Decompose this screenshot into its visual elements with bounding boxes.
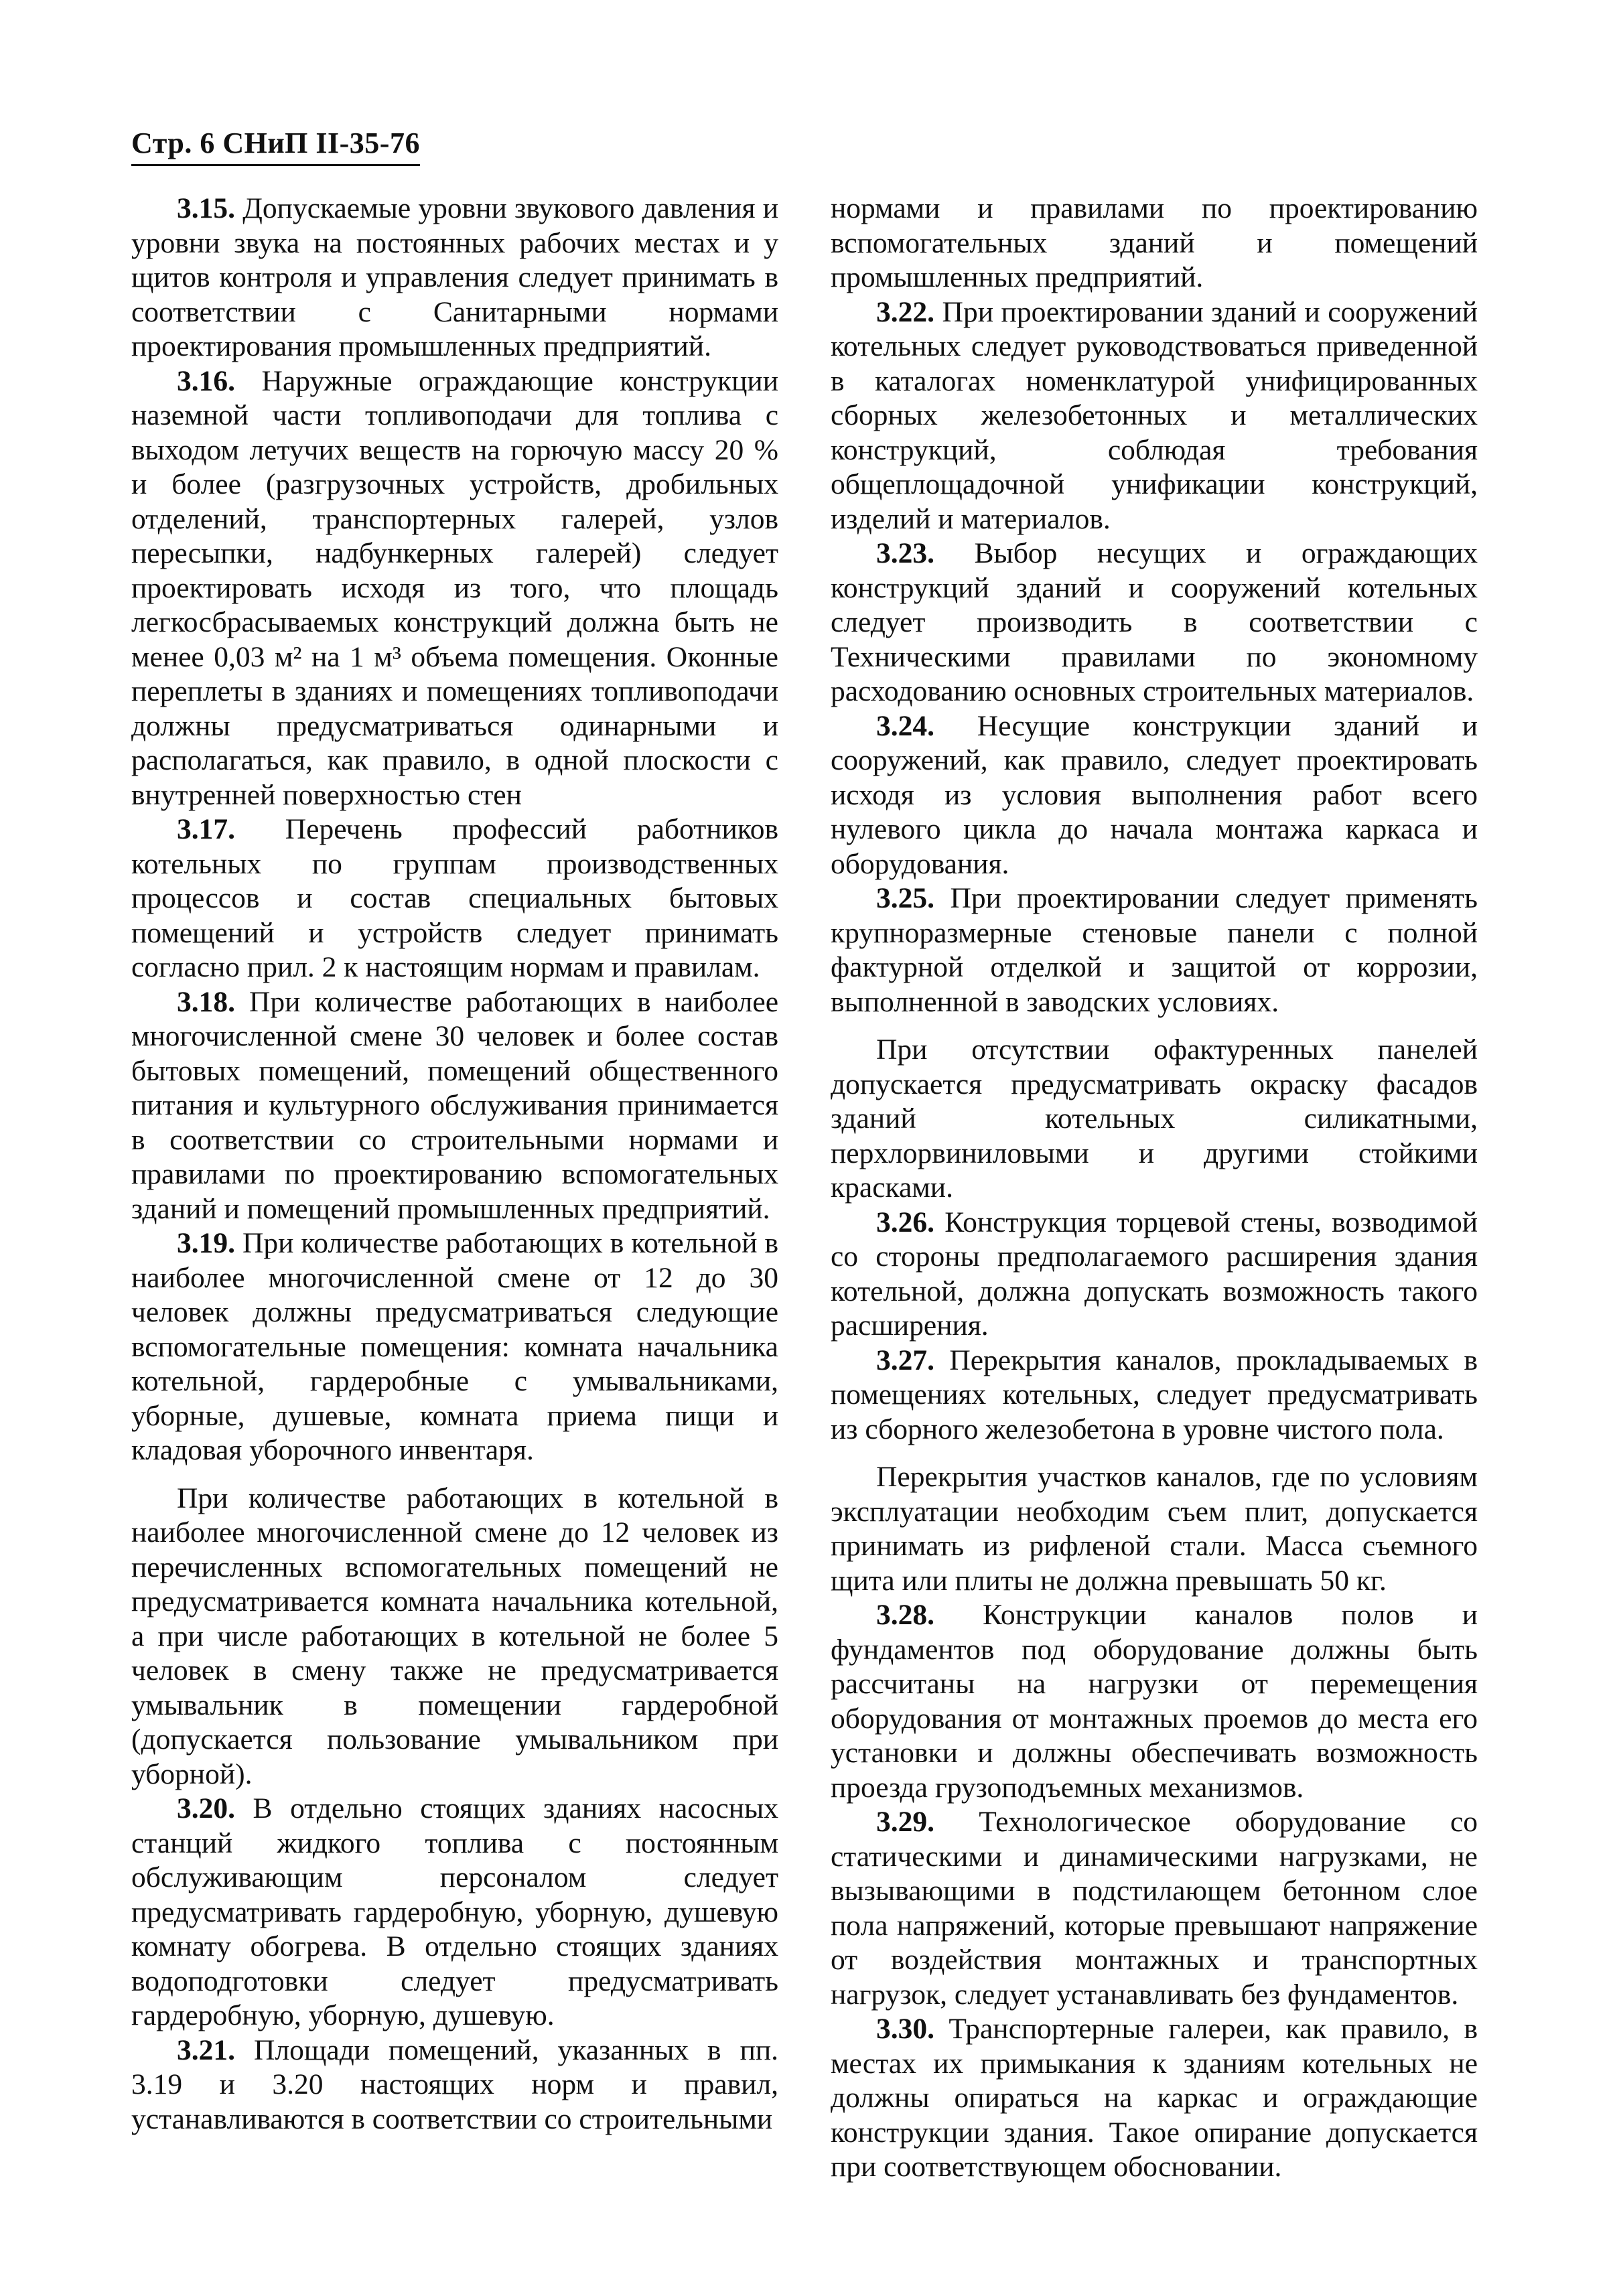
clause-text: Площади помещений, указанных в пп. 3.19 и 3.20 настоящих норм и правил, устанавливаются в соответствии со строительными (131, 2033, 778, 2135)
clause-text: Перекрытия участков каналов, где по условиям эксплуатации необходим съем плит, допускается принимать из рифленой стали. Масса съемного щита или плиты не должна превышать 50 кг. (831, 1461, 1478, 1597)
clause-number: 3.27. (876, 1344, 934, 1376)
clause-number: 3.28. (876, 1599, 934, 1631)
paragraph-3-26 (831, 1206, 1478, 1344)
clause-text: Перечень профессий работников котельных по группам производственных процессов и состав специальных бытовых помещений и устройств следует принимать согласно прил. 2 к настоящим нормам и правилам. (131, 813, 778, 983)
clause-number: 3.26. (876, 1206, 934, 1238)
clause-text: Конструкция торцевой стены, возводимой со стороны предполагаемого расширения здания котельной, должна допускать возможность такого расширения. (831, 1206, 1478, 1342)
clause-text: Наружные ограждающие конструкции наземной части топливоподачи для топлива с выходом летучих веществ на горючую массу 20 % и более (разгрузочных устройств, дробильных отделений, транспортерных галерей, узлов пересыпки, надбункерных галерей) следует проектировать исходя из того, что площадь легкосбрасываемых конструкций должна быть не менее 0,03 м² на 1 м³ объема помещения. Оконные переплеты в зданиях и помещениях топливоподачи должны предусматриваться одинарными и располагаться, как правило, в одной плоскости с внутренней поверхностью стен (131, 364, 778, 811)
clause-number: 3.17. (177, 813, 235, 845)
clause-number: 3.23. (876, 537, 934, 569)
clause-text: При количестве работающих в котельной в наиболее многочисленной смене от 12 до 30 человек должны предусматриваться следующие вспомогательные помещения: комната начальника котельной, гардеробные с умывальниками, уборные, душевые, комната приема пищи и кладовая уборочного инвентаря. (131, 1227, 778, 1466)
paragraph-3-25 (831, 881, 1478, 1019)
paragraph-3-19 (131, 1226, 778, 1468)
paragraph-3-28 (831, 1598, 1478, 1805)
paragraph-3-21 (131, 2033, 778, 2137)
left-column (131, 192, 778, 2137)
clause-number: 3.29. (876, 1806, 934, 1838)
clause-number: 3.19. (177, 1227, 235, 1259)
paragraph-3-21-continued (831, 192, 1478, 295)
clause-text: При отсутствии офактуренных панелей допускается предусматривать окраску фасадов зданий котельных силикатными, перхлорвиниловыми и другими стойкими красками. (831, 1033, 1478, 1204)
clause-number: 3.24. (876, 709, 934, 742)
clause-text: Перекрытия каналов, прокладываемых в помещениях котельных, следует предусматривать из сборного железобетона в уровне чистого пола. (831, 1344, 1478, 1445)
clause-text: Конструкции каналов полов и фундаментов под оборудование должны быть рассчитаны на нагрузки от перемещения оборудования от монтажных проемов до места его установки и должны обеспечивать возможность проезда грузоподъемных механизмов. (831, 1599, 1478, 1804)
clause-text: При проектировании зданий и сооружений котельных следует руководствоваться приведенной в каталогах номенклатурой унифицированных сборных железобетонных и металлических конструкций, соблюдая требования общеплощадочной унификации конструкций, изделий и материалов. (831, 295, 1478, 535)
clause-text: При количестве работающих в котельной в наиболее многочисленной смене до 12 человек из перечисленных вспомогательных помещений не предусматривается комната начальника котельной, а при числе работающих в котельной не более 5 человек в смену также не предусматривается умывальник в помещении гардеробной (допускается пользование умывальником при уборной). (131, 1482, 778, 1790)
clause-text: Несущие конструкции зданий и сооружений, как правило, следует проектировать исходя из условия выполнения работ всего нулевого цикла до начала монтажа каркаса и оборудования. (831, 709, 1478, 880)
clause-text: При проектировании следует применять крупноразмерные стеновые панели с полной фактурной отделкой и защитой от коррозии, выполненной в заводских условиях. (831, 882, 1478, 1018)
clause-text: При количестве работающих в наиболее многочисленной смене 30 человек и более состав бытовых помещений, помещений общественного питания и культурного обслуживания принимается в соответствии со строительными нормами и правилами по проектированию вспомогательных зданий и помещений промышленных предприятий. (131, 985, 778, 1225)
paragraph-3-25-continued (831, 1033, 1478, 1206)
clause-number: 3.21. (177, 2033, 235, 2066)
clause-number: 3.18. (177, 985, 235, 1018)
clause-text: Выбор несущих и ограждающих конструкций зданий и сооружений котельных следует производить в соответствии с Техническими правилами по экономному расходованию основных строительных материалов. (831, 537, 1478, 707)
paragraph-3-18 (131, 985, 778, 1227)
clause-number: 3.16. (177, 364, 235, 397)
clause-number: 3.15. (177, 192, 235, 224)
paragraph-3-17 (131, 812, 778, 985)
page-header: Стр. 6 СНиП II-35-76 (131, 126, 420, 166)
clause-text: Технологическое оборудование со статическими и динамическими нагрузками, не вызывающими в подстилающем бетонном слое пола напряжений, которые превышают напряжение от воздействия монтажных и транспортных нагрузок, следует устанавливать без фундаментов. (831, 1806, 1478, 2011)
paragraph-3-20 (131, 1792, 778, 2033)
clause-text: В отдельно стоящих зданиях насосных станций жидкого топлива с постоянным обслуживающим персоналом следует предусматривать гардеробную, уборную, душевую комнату обогрева. В отдельно стоящих зданиях водоподготовки следует предусматривать гардеробную, уборную, душевую. (131, 1792, 778, 2031)
right-column (831, 192, 1478, 2185)
paragraph-3-22 (831, 295, 1478, 537)
paragraph-3-27 (831, 1344, 1478, 1447)
paragraph-3-30 (831, 2012, 1478, 2185)
paragraph-3-15 (131, 192, 778, 364)
clause-text: Транспортерные галереи, как правило, в местах их примыкания к зданиям котельных не должны опираться на каркас и ограждающие конструкции здания. Такое опирание допускается при соответствующем обосновании. (831, 2013, 1478, 2183)
paragraph-3-19-continued (131, 1482, 778, 1792)
clause-text: Допускаемые уровни звукового давления и уровни звука на постоянных рабочих местах и у щитов контроля и управления следует принимать в соответствии с Санитарными нормами проектирования промышленных предприятий. (131, 192, 778, 362)
clause-text: нормами и правилами по проектированию вспомогательных зданий и помещений промышленных предприятий. (831, 192, 1478, 293)
clause-number: 3.30. (876, 2013, 934, 2045)
paragraph-3-16 (131, 364, 778, 813)
paragraph-3-23 (831, 536, 1478, 709)
paragraph-3-27-continued (831, 1460, 1478, 1598)
clause-number: 3.20. (177, 1792, 235, 1824)
paragraph-3-24 (831, 709, 1478, 882)
paragraph-3-29 (831, 1805, 1478, 2012)
clause-number: 3.22. (876, 295, 934, 328)
clause-number: 3.25. (876, 882, 934, 914)
